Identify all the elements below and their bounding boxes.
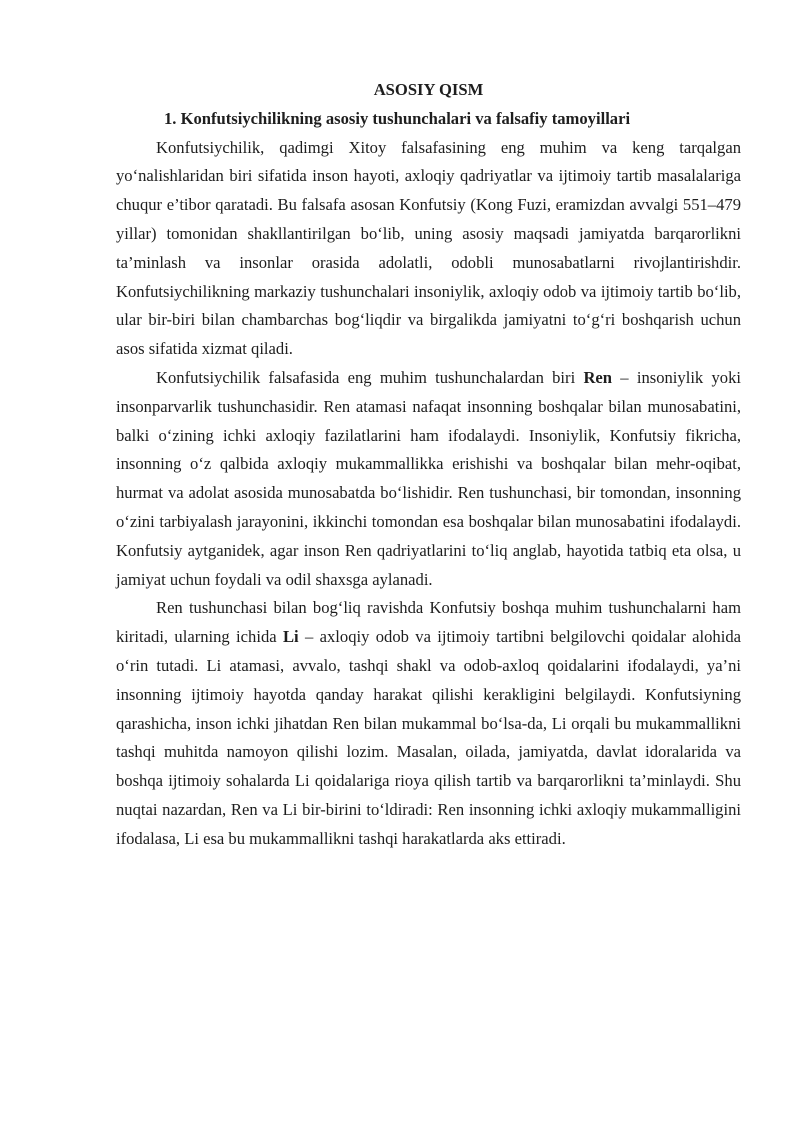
paragraph-intro: Konfutsiychilik, qadimgi Xitoy falsafasining eng muhim va keng tarqalgan yo‘nalishlaridan biri sifatida inson hayoti, axloqiy qadriyatlar va ijtimoiy tartib masalalariga chuqur e’tibor qaratadi. Bu falsafa asosan Konfutsiy (Kong Fuzi, eramizdan avvalgi 551–479 yillar) tomonidan shakllantirilgan bo‘lib, uning asosiy maqsadi jamiyatda barqarorlikni ta’minlash va insonlar orasida adolatli, odobli munosabatlarni rivojlantirishdir. Konfutsiychilikning markaziy tushunchalari insoniylik, axloqiy odob va ijtimoiy tartib bo‘lib, ular bir-biri bilan chambarchas bog‘liqdir va birgalikda jamiyatni to‘g‘ri boshqarish uchun asos sifatida xizmat qiladi. [116,137,741,359]
paragraph-li-after: – axloqiy odob va ijtimoiy tartibni belgilovchi qoidalar alohida o‘rin tutadi. Li atamasi, avvalo, tashqi shakl va odob-axloq qoidalarini ifodalaydi, ya’ni insonning ijtimoiy hayotda qanday harakat qilishi kerakligini belgilaydi. Konfutsiyning qarashicha, inson ichki jihatdan Ren bilan mukammal bo‘lsa-da, Li orqali bu mukammallikni tashqi muhitda namoyon qilishi lozim. Masalan, oilada, jamiyatda, davlat idoralarida va boshqa ijtimoiy sohalarda Li qoidalariga rioya qilish tartib va barqarorlikni ta’minlaydi. Shu nuqtai nazardan, Ren va Li bir-birini to‘ldiradi: Ren insonning ichki axloqiy mukammalligini ifodalasa, Li esa bu mukammallikni tashqi harakatlarda aks ettiradi. [116,627,741,848]
paragraph-li-before: Ren tushunchasi bilan bog‘liq ravishda Konfutsiy boshqa muhim tushunchalarni ham kiritadi, ularning ichida [116,598,741,647]
term-li: Li [282,627,299,647]
term-ren: Ren [583,367,613,387]
page-heading: ASOSIY QISM [373,80,484,99]
paragraph-ren-before: Konfutsiychilik falsafasida eng muhim tushunchalardan biri [156,367,584,387]
document-body [116,76,741,854]
paragraph-ren-after: – insoniylik yoki insonparvarlik tushunchasidir. Ren atamasi nafaqat insonning boshqalar bilan munosabatini, balki o‘zining ichki axloqiy fazilatlarini ham ifodalaydi. Insoniylik, Konfutsiy fikricha, insonning o‘z qalbida axloqiy mukammallikka erishishi va boshqalar bilan mehr-oqibat, hurmat va adolat asosida munosabatda bo‘lishidir. Ren tushunchasi, bir tomondan, insonning o‘zini tarbiyalash jarayonini, ikkinchi tomondan esa boshqalar bilan munosabatini ifodalaydi. Konfutsiy aytganidek, agar inson Ren qadriyatlarini to‘liq anglab, hayotida tatbiq eta olsa, u jamiyat uchun foydali va odil shaxsga aylanadi. [116,367,741,589]
paragraph-ren [116,364,741,594]
section-title: 1. Konfutsiychilikning asosiy tushunchalari va falsafiy tamoyillari [164,108,631,128]
paragraph-li [116,594,741,853]
